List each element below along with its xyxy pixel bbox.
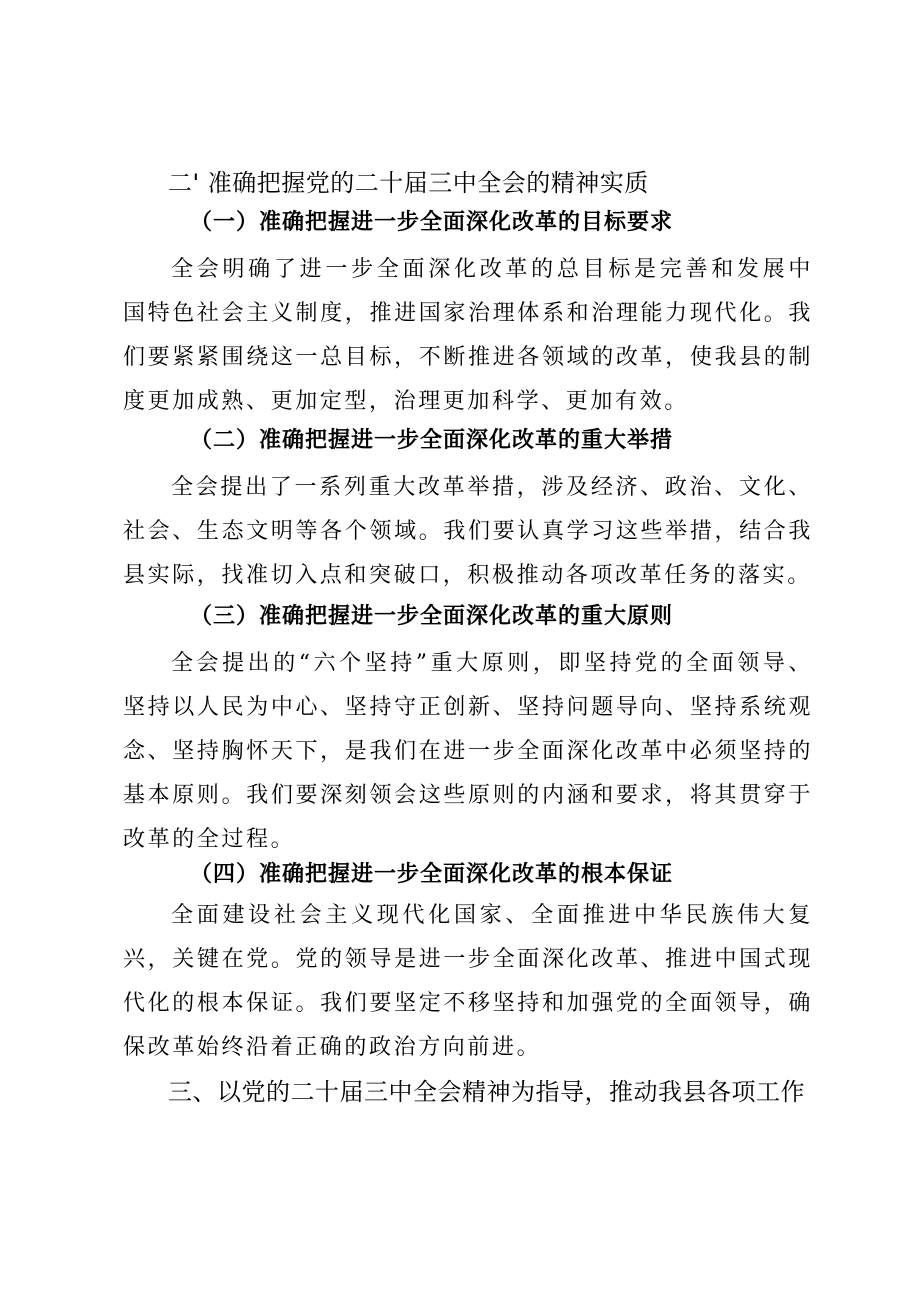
- subsection-3-title: （三）准确把握进一步全面深化改革的重大原则: [190, 603, 674, 629]
- section-3-heading: 三、以党的二十届三中全会精神为指导，推动我县各项工作: [168, 1078, 805, 1106]
- subsection-1-title: （一）准确把握进一步全面深化改革的目标要求: [190, 209, 674, 235]
- section-2-heading: 二' 准确把握党的二十届三中全会的精神实质: [168, 169, 649, 197]
- subsection-4-body: 全面建设社会主义现代化国家、全面推进中华民族伟大复 兴，关键在党。党的领导是进一步全面深化改革、推进中国式现 代化的根本保证。我们要坚定不移坚持和加强党的全面领导，确 保改革始终沿着正确的政治方向前进。: [123, 903, 813, 1060]
- subsection-4-title: （四）准确把握进一步全面深化改革的根本保证: [190, 861, 674, 887]
- subsection-2-body: 全会提出了一系列重大改革举措，涉及经济、政治、文化、 社会、生态文明等各个领域。我们要认真学习这些举措，结合我 县实际，找准切入点和突破口，积极推动各项改革任务的落实。: [123, 475, 813, 588]
- subsection-2-title: （二）准确把握进一步全面深化改革的重大举措: [190, 427, 674, 453]
- subsection-1-body: 全会明确了进一步全面深化改革的总目标是完善和发展中 国特色社会主义制度，推进国家治理体系和治理能力现代化。我 们要紧紧围绕这一总目标，不断推进各领域的改革，使我县的制 度更加成熟、更加定型，治理更加科学、更加有效。: [123, 257, 813, 414]
- subsection-3-body: 全会提出的“六个坚持”重大原则，即坚持党的全面领导、 坚持以人民为中心、坚持守正创新、坚持问题导向、坚持系统观 念、坚持胸怀天下，是我们在进一步全面深化改革中必须坚持的 基本原则。我们要深刻领会这些原则的内涵和要求，将其贯穿于 改革的全过程。: [123, 651, 813, 852]
